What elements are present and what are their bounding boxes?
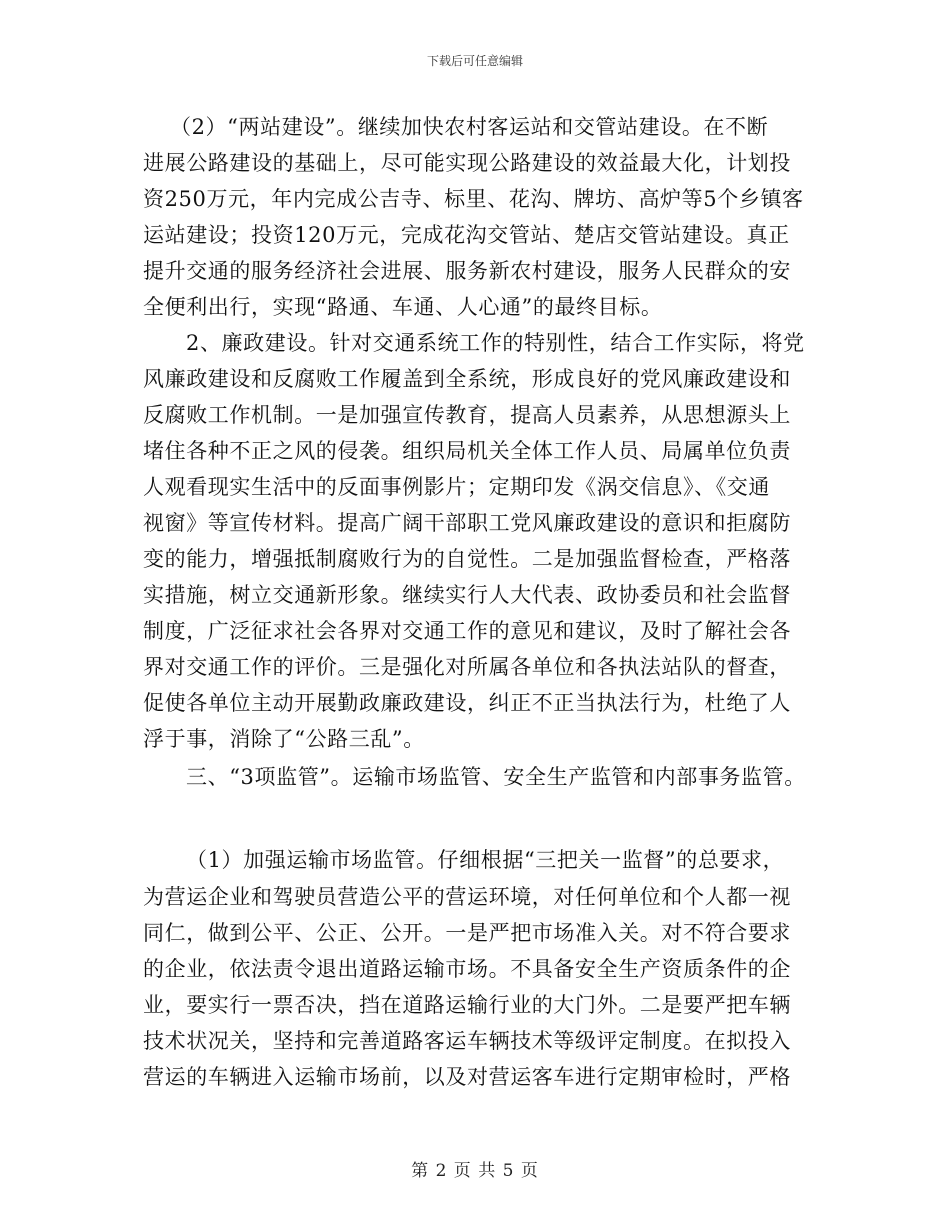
text-line: 风廉政建设和反腐败工作履盖到全系统，形成良好的党风廉政建设和 [143,367,791,391]
text-line: 的企业，依法责令退出道路运输市场。不具备安全生产资质条件的企 [143,957,791,981]
text-line: 人观看现实生活中的反面事例影片；定期印发《涡交信息》、《交通 [143,475,770,499]
text-line: 界对交通工作的评价。三是强化对所属各单位和各执法站队的督查， [143,655,791,679]
text-line: 为营运企业和驾驶员营造公平的营运环境，对任何单位和个人都一视 [143,885,791,909]
text-line: 进展公路建设的基础上，尽可能实现公路建设的效益最大化，计划投 [143,151,791,175]
text-line: 运站建设；投资120万元，完成花沟交管站、楚店交管站建设。真正 [143,223,790,247]
text-line: 浮于事，消除了“公路三乱”。 [143,727,425,751]
text-line: 营运的车辆进入运输市场前，以及对营运客车进行定期审检时，严格 [143,1065,791,1089]
text-line: 促使各单位主动开展勤政廉政建设，纠正不正当执法行为，杜绝了人 [143,691,791,715]
text-line: 视窗》等宣传材料。提高广阔干部职工党风廉政建设的意识和拒腐防 [143,511,791,535]
text-line: 提升交通的服务经济社会进展、服务新农村建设，服务人民群众的安 [143,259,791,283]
text-line: 全便利出行，实现“路通、车通、人心通”的最终目标。 [143,295,663,319]
page-number-footer: 第 2 页 共 5 页 [411,1161,539,1181]
text-line: 资250万元，年内完成公吉寺、标里、花沟、牌坊、高炉等5个乡镇客 [143,187,804,211]
text-line: 业，要实行一票否决，挡在道路运输行业的大门外。二是要严把车辆 [143,993,791,1017]
text-line: 技术状况关，坚持和完善道路客运车辆技术等级评定制度。在拟投入 [143,1029,791,1053]
text-line: （1）加强运输市场监管。仔细根据“三把关一监督”的总要求， [186,848,785,872]
text-line: 同仁，做到公平、公正、公开。一是严把市场准入关。对不符合要求 [143,921,791,945]
text-line: 实措施，树立交通新形象。继续实行人大代表、政协委员和社会监督 [143,583,791,607]
text-line: 变的能力，增强抵制腐败行为的自觉性。二是加强监督检查，严格落 [143,547,791,571]
page-header: 下载后可任意编辑 [426,54,523,68]
text-line: 制度，广泛征求社会各界对交通工作的意见和建议，及时了解社会各 [143,619,791,643]
text-line: （2）“两站建设”。继续加快农村客运站和交管站建设。在不断 [170,115,769,139]
text-line: 2、廉政建设。针对交通系统工作的特别性，结合工作实际，将党 [186,331,805,355]
text-line: 三、“3项监管”。运输市场监管、安全生产监管和内部事务监管。 [186,765,806,789]
text-line: 反腐败工作机制。一是加强宣传教育，提高人员素养，从思想源头上 [143,403,791,427]
text-line: 堵住各种不正之风的侵袭。组织局机关全体工作人员、局属单位负责 [143,439,791,463]
